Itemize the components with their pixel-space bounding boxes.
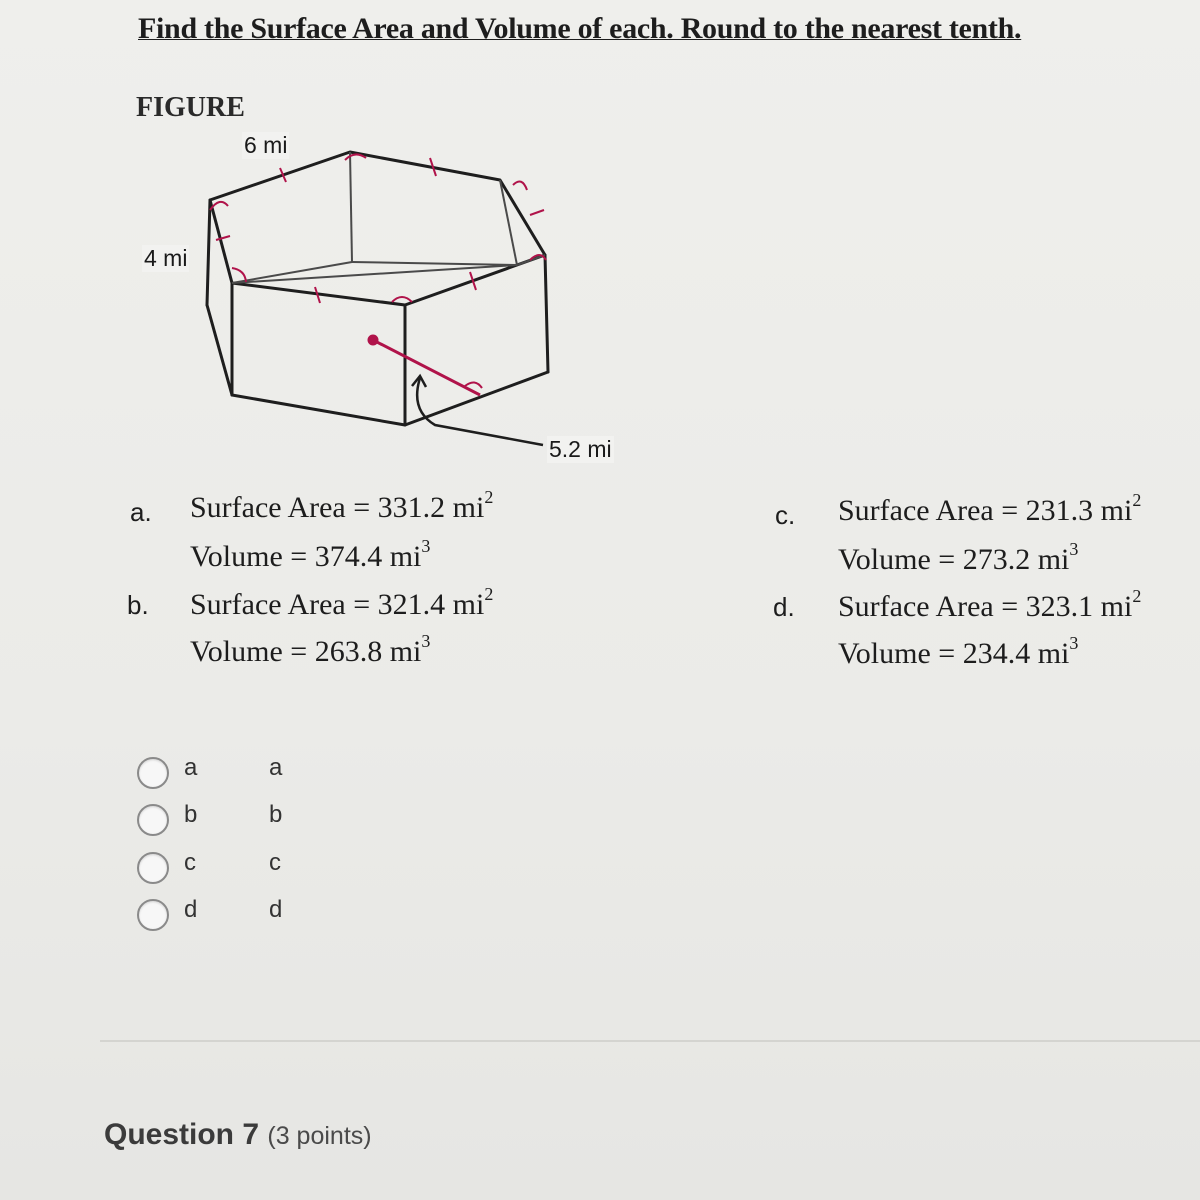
left-bottom-slant-edge (207, 305, 232, 395)
option-text: a (269, 754, 283, 781)
question-title: Question 7 (104, 1118, 260, 1151)
choice-d-volume: Volume = 234.4 $mi^3$ (838, 633, 1079, 670)
radio-button-d[interactable] (137, 899, 169, 931)
choice-d-surface-area: Surface Area = 323.1 $mi^2$ (838, 586, 1142, 623)
option-text: b (269, 801, 283, 828)
option-text: d (269, 896, 283, 923)
choice-b-surface-area: Surface Area = 321.4 $mi^2$ (190, 584, 494, 621)
answer-option-a[interactable] (132, 753, 432, 793)
choice-c-volume: Volume = 273.2 $mi^3$ (838, 539, 1079, 576)
height-label: 4 mi (144, 245, 188, 271)
radio-button-c[interactable] (137, 852, 169, 884)
vertical-edge (545, 255, 548, 372)
choice-b-letter: b. (127, 590, 149, 620)
option-label: d (184, 896, 198, 923)
apothem-line (373, 340, 480, 395)
choice-c-letter: c. (775, 500, 796, 530)
option-text: c (269, 849, 281, 876)
figure-title: FIGURE (136, 92, 245, 123)
choice-a-surface-area: Surface Area = 331.2 $mi^2$ (190, 487, 494, 524)
option-label: a (184, 754, 198, 781)
answer-option-b[interactable] (132, 800, 432, 840)
choice-d-letter: d. (773, 592, 795, 622)
apothem-label: 5.2 mi (549, 436, 612, 462)
choice-a-volume: Volume = 374.4 $mi^3$ (190, 536, 431, 573)
radio-button-b[interactable] (137, 804, 169, 836)
option-label: b (184, 801, 198, 828)
choice-b-volume: Volume = 263.8 $mi^3$ (190, 631, 431, 668)
instructions-text: Find the Surface Area and Volume of each. Round to the nearest tenth. (138, 12, 1022, 45)
choice-c-surface-area: Surface Area = 231.3 $mi^2$ (838, 490, 1142, 527)
question-points: (3 points) (267, 1122, 372, 1150)
answer-option-c[interactable] (132, 848, 432, 888)
option-label: c (184, 849, 196, 876)
answer-option-d[interactable] (132, 895, 432, 935)
vertical-edge (207, 200, 210, 305)
radio-button-a[interactable] (137, 757, 169, 789)
apothem-pointer (417, 378, 543, 445)
side-length-label: 6 mi (244, 132, 288, 158)
question-divider (100, 1040, 1200, 1042)
bottom-edges (232, 372, 548, 425)
choice-a-letter: a. (130, 497, 152, 527)
next-question-heading (104, 1118, 372, 1152)
